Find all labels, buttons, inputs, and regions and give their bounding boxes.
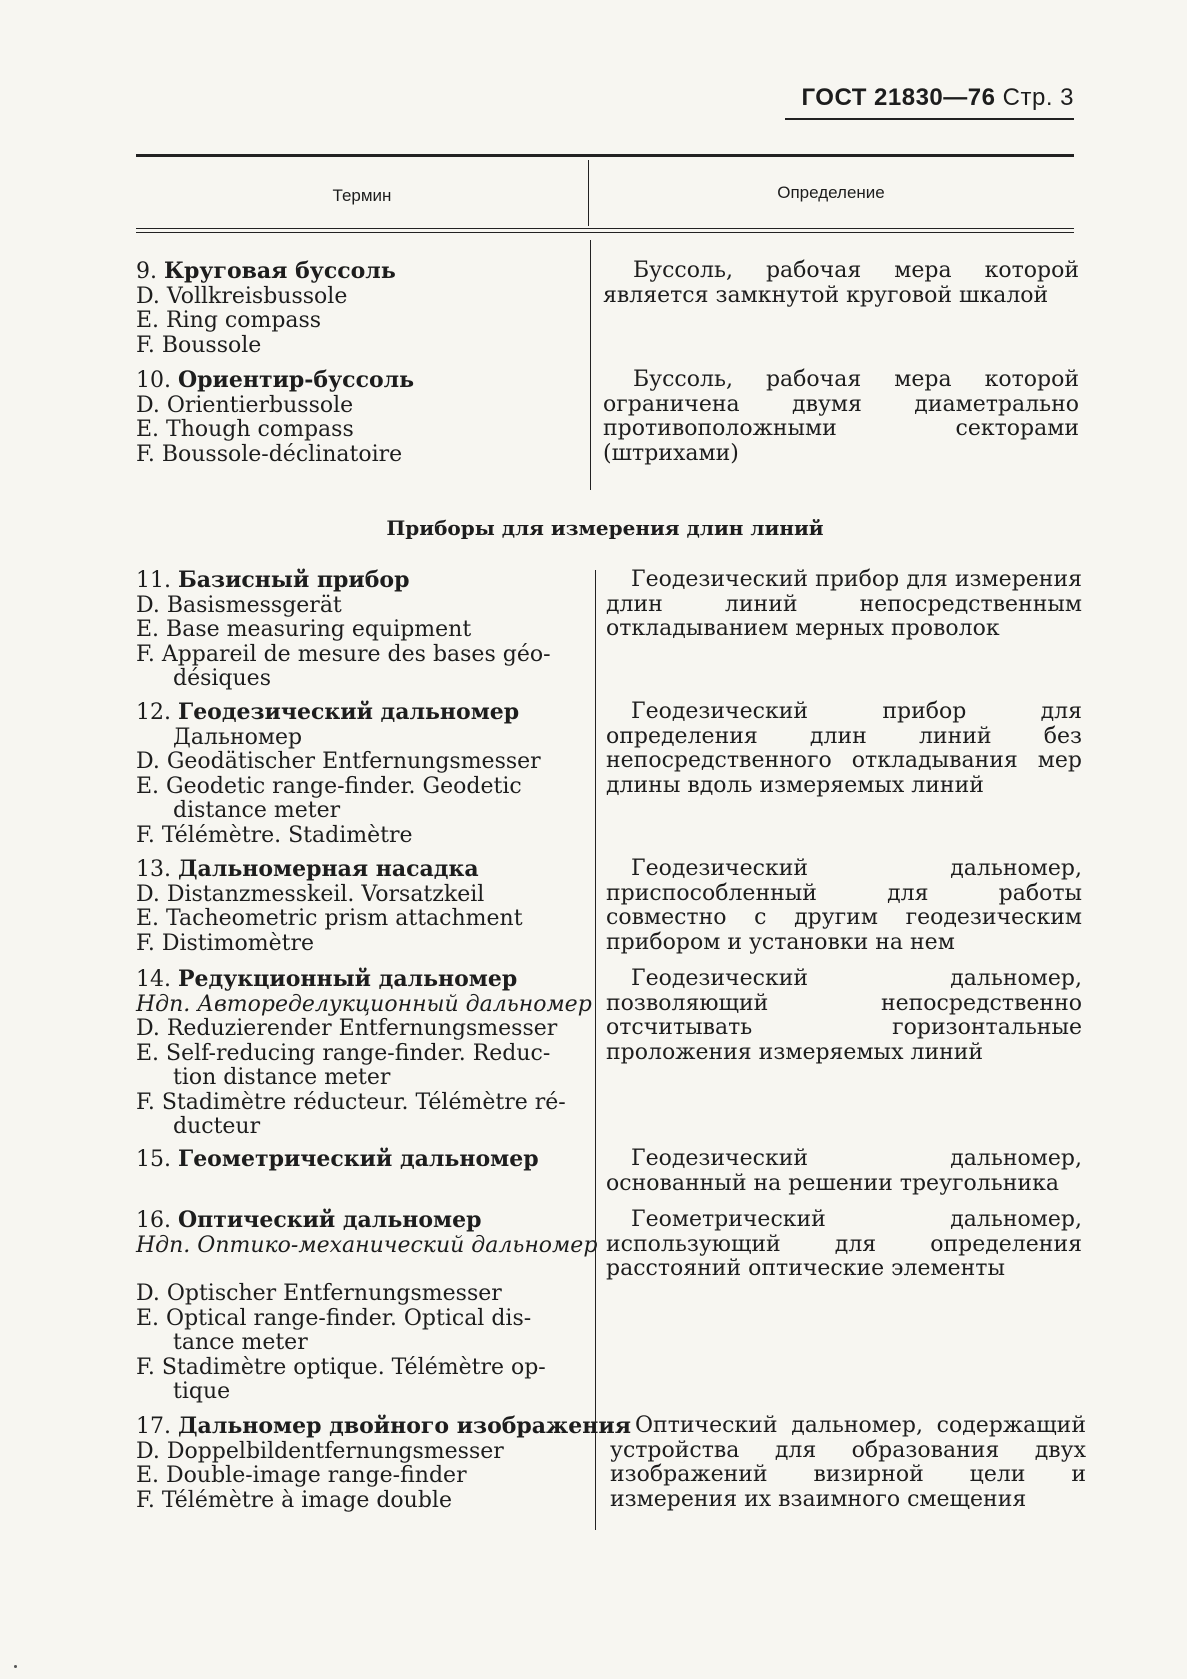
scan-speck	[14, 1665, 17, 1668]
standard-number: ГОСТ 21830—76	[801, 84, 996, 111]
table-top-rule	[136, 154, 1074, 157]
term-line: E. Optical range-finder. Optical dis-	[136, 1305, 532, 1331]
column-header-definition: Определение	[777, 183, 885, 202]
term-number: 17.	[136, 1414, 171, 1439]
term-block	[136, 368, 576, 467]
header-column-divider	[588, 160, 589, 226]
column-divider-bottom	[595, 570, 596, 1530]
term-line: F. Distimomètre	[136, 930, 315, 956]
term-definition: Геодезический дальномер, основанный на решении треугольника	[606, 1146, 1082, 1196]
term-number: 14.	[136, 967, 171, 992]
term-number: 16.	[136, 1208, 171, 1233]
term-title: Редукционный дальномер	[178, 966, 518, 992]
term-definition: Геодезический прибор для измерения длин линий непосредственным откладыванием мерных проволок	[606, 567, 1082, 641]
term-definition: Геодезический прибор для определения длин линий без непосредственного откладывания мер длины вдоль измеряемых линий	[606, 699, 1082, 798]
term-line: désiques	[173, 666, 271, 691]
term-line: E. Base measuring equipment	[136, 617, 472, 642]
term-line: F. Télémètre à image double	[136, 1487, 452, 1513]
term-line: D. Doppelbildentfernungsmesser	[136, 1438, 504, 1464]
term-block	[136, 966, 592, 1140]
term-line: E. Ring compass	[136, 308, 322, 333]
term-line: E. Double-image range-finder	[136, 1463, 467, 1488]
term-definition: Буссоль, рабочая мера которой является замкнутой круговой шкалой	[603, 258, 1079, 308]
term-definition: Геодезический дальномер, приспособленный для работы совместно с другим геодезическим прибором и установки на нем	[606, 856, 1082, 955]
term-line: E. Self-reducing range-finder. Reduc-	[136, 1040, 551, 1066]
term-line: Ндп. Оптико-механический дальномер	[136, 1232, 598, 1258]
term-line: D. Distanzmesskeil. Vorsatzkeil	[136, 881, 485, 907]
term-line: D. Optischer Entfernungsmesser	[136, 1281, 502, 1306]
term-line: ducteur	[173, 1114, 261, 1139]
term-block	[136, 1413, 631, 1513]
term-number: 9.	[136, 259, 157, 284]
term-number: 12.	[136, 700, 171, 725]
term-line: Дальномер	[173, 724, 303, 750]
column-header-term: Термин	[332, 186, 392, 205]
term-block	[136, 700, 576, 848]
header-double-rule	[136, 228, 1074, 233]
term-line: F. Stadimètre optique. Télémètre op-	[136, 1354, 546, 1380]
term-number: 11.	[136, 568, 171, 593]
term-definition: Геодезический дальномер, позволяющий непосредственно отсчитывать горизонтальные проложения измеряемых линий	[606, 966, 1082, 1065]
term-line: F. Boussole	[136, 332, 262, 358]
term-line: E. Tacheometric prism attachment	[136, 906, 523, 931]
term-line: distance meter	[173, 798, 341, 823]
term-definition: Геометрический дальномер, использующий для определения расстояний оптические элементы	[606, 1207, 1082, 1281]
term-title: Дальномерная насадка	[178, 856, 479, 882]
table-header	[136, 158, 1074, 228]
term-title: Дальномер двойного изображения	[178, 1413, 631, 1439]
term-block	[136, 568, 576, 692]
term-line: F. Télémètre. Stadimètre	[136, 822, 413, 848]
term-line: F. Boussole-déclinatoire	[136, 441, 403, 467]
term-number: 10.	[136, 368, 171, 393]
term-line: Ндп. Автоределукционный дальномер	[136, 991, 592, 1017]
page-header	[802, 84, 1074, 112]
term-line: D. Reduzierender Entfernungsmesser	[136, 1016, 558, 1041]
term-line: F. Appareil de mesure des bases géo-	[136, 641, 551, 667]
term-line: E. Though compass	[136, 417, 354, 442]
page-number: Стр. 3	[1002, 84, 1074, 111]
term-block	[136, 1147, 576, 1173]
term-title: Базисный прибор	[178, 567, 410, 593]
term-line: D. Orientierbussole	[136, 392, 354, 418]
term-title: Геодезический дальномер	[178, 699, 520, 725]
header-rule	[785, 118, 1074, 120]
term-block	[136, 1207, 598, 1405]
term-title: Оптический дальномер	[178, 1207, 482, 1233]
section-title: Приборы для измерения длин линий	[386, 516, 824, 540]
term-definition: Буссоль, рабочая мера которой ограничена двумя диаметрально противоположными секторами (штрихами)	[603, 367, 1079, 466]
term-line: F. Stadimètre réducteur. Télémètre ré-	[136, 1089, 566, 1115]
term-line: tion distance meter	[173, 1065, 391, 1090]
term-line: E. Geodetic range-finder. Geodetic	[136, 773, 522, 799]
term-number: 13.	[136, 857, 171, 882]
term-title: Ориентир-буссоль	[178, 367, 415, 393]
term-line: D. Geodätischer Entfernungsmesser	[136, 749, 541, 774]
term-number: 15.	[136, 1147, 171, 1172]
column-divider-top	[590, 240, 591, 490]
term-title: Геометрический дальномер	[178, 1146, 539, 1172]
term-line: D. Vollkreisbussole	[136, 283, 348, 309]
term-block	[136, 857, 576, 956]
term-block	[136, 259, 576, 358]
term-line: tance meter	[173, 1330, 308, 1355]
term-line: D. Basismessgerät	[136, 592, 342, 618]
term-definition: Оптический дальномер, содержащий устройства для образования двух изображений визирной цели и измерения их взаимного смещения	[610, 1413, 1086, 1512]
term-title: Круговая буссоль	[164, 258, 396, 284]
term-line: tique	[173, 1379, 231, 1404]
